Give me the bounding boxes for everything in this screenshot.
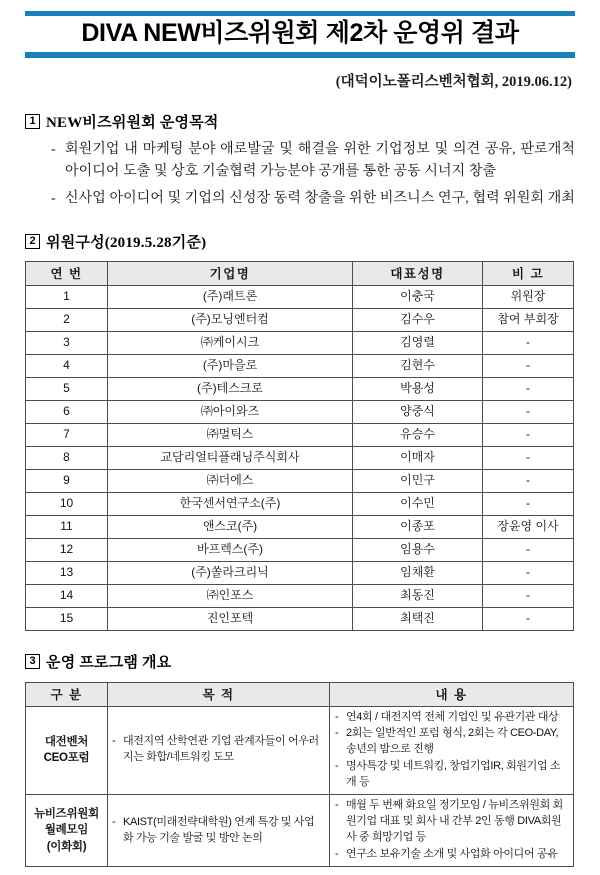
table-row	[26, 561, 574, 584]
cell-company: (주)래트론	[108, 285, 353, 308]
cell-detail	[330, 706, 574, 795]
cell-note: 장윤영 이사	[483, 515, 574, 538]
table-row	[26, 400, 574, 423]
cell-category	[26, 795, 108, 867]
category-line: (이화회)	[46, 840, 87, 853]
cell-ceo: 김영렬	[353, 331, 483, 354]
cell-note: -	[483, 400, 574, 423]
cell-company: (주)마을로	[108, 354, 353, 377]
cell-company: ㈜인포스	[108, 584, 353, 607]
category-line: CEO포럼	[43, 752, 90, 765]
bullet-text: 연구소 보유기술 소개 및 사업화 아이디어 공유	[346, 848, 558, 861]
dash-marker: -	[335, 760, 339, 773]
table-row	[26, 538, 574, 561]
table-header-row	[26, 261, 574, 285]
document-subtitle: (대덕이노폴리스벤처협회, 2019.06.12)	[335, 73, 572, 90]
cell-ceo: 김수우	[353, 308, 483, 331]
table-row	[26, 377, 574, 400]
cell-no: 11	[26, 515, 108, 538]
dash-marker: -	[112, 815, 116, 828]
cell-detail	[330, 795, 574, 867]
list-item	[335, 759, 569, 791]
cell-note: -	[483, 561, 574, 584]
column-header-purpose: 목 적	[108, 682, 330, 706]
cell-ceo: 유승수	[353, 423, 483, 446]
column-header-ceo: 대표성명	[353, 261, 483, 285]
cell-no: 1	[26, 285, 108, 308]
cell-company: (주)테스크로	[108, 377, 353, 400]
section-title-1: NEW비즈위원회 운영목적	[46, 114, 219, 131]
list-item	[335, 798, 569, 846]
cell-note: -	[483, 469, 574, 492]
cell-ceo: 이민구	[353, 469, 483, 492]
title-block	[25, 0, 575, 58]
cell-no: 13	[26, 561, 108, 584]
table-row	[26, 308, 574, 331]
table-row	[26, 331, 574, 354]
category-line: 뉴비즈위원회	[34, 807, 99, 820]
cell-no: 7	[26, 423, 108, 446]
cell-ceo: 김현수	[353, 354, 483, 377]
section-number-2: 2	[25, 234, 40, 249]
cell-note: -	[483, 446, 574, 469]
section-title-3: 운영 프로그램 개요	[46, 654, 172, 671]
cell-company: (주)모닝엔터컴	[108, 308, 353, 331]
cell-ceo: 임용수	[353, 538, 483, 561]
cell-no: 2	[26, 308, 108, 331]
bullet-text: 2회는 일반적인 포럼 형식, 2회는 각 CEO-DAY, 송년의 밤으로 진행	[346, 727, 559, 756]
cell-no: 9	[26, 469, 108, 492]
cell-note: -	[483, 538, 574, 561]
dash-marker: -	[51, 141, 56, 157]
cell-ceo: 임채환	[353, 561, 483, 584]
list-item	[25, 139, 575, 184]
dash-marker: -	[112, 735, 116, 748]
table-row	[26, 492, 574, 515]
cell-note: -	[483, 377, 574, 400]
table-row	[26, 423, 574, 446]
cell-note: -	[483, 492, 574, 515]
dash-marker: -	[335, 848, 339, 861]
section-heading-1	[25, 111, 575, 132]
table-row	[26, 515, 574, 538]
cell-no: 4	[26, 354, 108, 377]
column-header-note: 비 고	[483, 261, 574, 285]
cell-no: 14	[26, 584, 108, 607]
list-item	[112, 734, 323, 766]
section-heading-2	[25, 231, 575, 252]
cell-purpose	[108, 795, 330, 867]
cell-company: 한국센서연구소(주)	[108, 492, 353, 515]
table-row	[26, 607, 574, 630]
table-row	[26, 584, 574, 607]
column-header-category: 구 분	[26, 682, 108, 706]
list-item	[112, 815, 323, 847]
cell-no: 5	[26, 377, 108, 400]
cell-note: -	[483, 584, 574, 607]
purpose-bullet-list	[112, 734, 323, 766]
cell-company: ㈜케이시크	[108, 331, 353, 354]
cell-company: 교담리얼티플래닝주식회사	[108, 446, 353, 469]
cell-note: -	[483, 607, 574, 630]
bullet-text: KAIST(미래전략대학원) 연계 특강 및 사업화 가능 기술 발굴 및 방안 논의	[123, 815, 315, 844]
table-row	[26, 285, 574, 308]
column-header-detail: 내 용	[330, 682, 574, 706]
list-item	[335, 847, 569, 863]
cell-note: -	[483, 423, 574, 446]
purpose-bullet-list	[112, 815, 323, 847]
column-header-no: 연 번	[26, 261, 108, 285]
cell-no: 10	[26, 492, 108, 515]
members-table	[25, 261, 574, 631]
bullet-text: 신사업 아이디어 및 기업의 신성장 동력 창출을 위한 비즈니스 연구, 협력 위원회 개최	[65, 190, 576, 206]
table-row	[26, 446, 574, 469]
category-line: 월례모임	[44, 824, 89, 837]
cell-ceo: 최동진	[353, 584, 483, 607]
cell-ceo: 박용성	[353, 377, 483, 400]
section-number-3: 3	[25, 654, 40, 669]
table-header-row	[26, 682, 574, 706]
detail-bullet-list	[335, 710, 569, 792]
cell-note: -	[483, 331, 574, 354]
table-row	[26, 706, 574, 795]
cell-no: 3	[26, 331, 108, 354]
cell-company: 앤스코(주)	[108, 515, 353, 538]
cell-ceo: 이충국	[353, 285, 483, 308]
list-item	[335, 726, 569, 758]
section-title-2: 위원구성(2019.5.28기준)	[46, 234, 207, 251]
dash-marker: -	[335, 727, 339, 740]
section-heading-3	[25, 651, 575, 672]
table-row	[26, 795, 574, 867]
list-item	[25, 188, 575, 211]
cell-no: 12	[26, 538, 108, 561]
cell-ceo: 양중식	[353, 400, 483, 423]
bullet-text: 매월 두 번째 화요일 정기모임 / 뉴비즈위원회 회원기업 대표 및 회사 내 간부 2인 동행 DIVA회원사 중 희망기업 등	[346, 799, 563, 844]
cell-company: ㈜멀틱스	[108, 423, 353, 446]
cell-ceo: 최택진	[353, 607, 483, 630]
dash-marker: -	[51, 190, 56, 206]
table-row	[26, 469, 574, 492]
category-line: 대전벤처	[44, 735, 89, 748]
bullet-text: 회원기업 내 마케팅 분야 애로발굴 및 해결을 위한 기업정보 및 의견 공유, 판로개척 아이디어 도출 및 상호 기술협력 가능분야 공개를 통한 공동 시너지 창출	[65, 141, 575, 180]
cell-company: 바프렉스(주)	[108, 538, 353, 561]
section-number-1: 1	[25, 114, 40, 129]
cell-company: 진인포텍	[108, 607, 353, 630]
list-item	[335, 710, 569, 726]
cell-no: 15	[26, 607, 108, 630]
cell-ceo: 이종포	[353, 515, 483, 538]
cell-no: 6	[26, 400, 108, 423]
title-bottom-rule	[25, 52, 575, 58]
cell-company: ㈜아이와즈	[108, 400, 353, 423]
cell-purpose	[108, 706, 330, 795]
dash-marker: -	[335, 710, 339, 723]
cell-note: 위원장	[483, 285, 574, 308]
program-table	[25, 682, 574, 867]
cell-no: 8	[26, 446, 108, 469]
cell-company: ㈜더에스	[108, 469, 353, 492]
cell-category	[26, 706, 108, 795]
cell-ceo: 이매자	[353, 446, 483, 469]
table-row	[26, 354, 574, 377]
cell-ceo: 이수민	[353, 492, 483, 515]
bullet-text: 연4회 / 대전지역 전체 기업인 및 유관기관 대상	[346, 710, 559, 723]
bullet-text: 명사특강 및 네트워킹, 창업기업IR, 회원기업 소개 등	[346, 760, 561, 789]
detail-bullet-list	[335, 798, 569, 863]
dash-marker: -	[335, 799, 339, 812]
cell-note: -	[483, 354, 574, 377]
bullet-text: 대전지역 산학연관 기업 관계자들이 어우러지는 화합/네트워킹 도모	[123, 735, 319, 764]
column-header-company: 기업명	[108, 261, 353, 285]
cell-company: (주)쏠라크리닉	[108, 561, 353, 584]
cell-note: 참여 부회장	[483, 308, 574, 331]
page-title: DIVA NEW비즈위원회 제2차 운영위 결과	[81, 19, 519, 47]
section-1-bullet-list	[25, 139, 575, 211]
